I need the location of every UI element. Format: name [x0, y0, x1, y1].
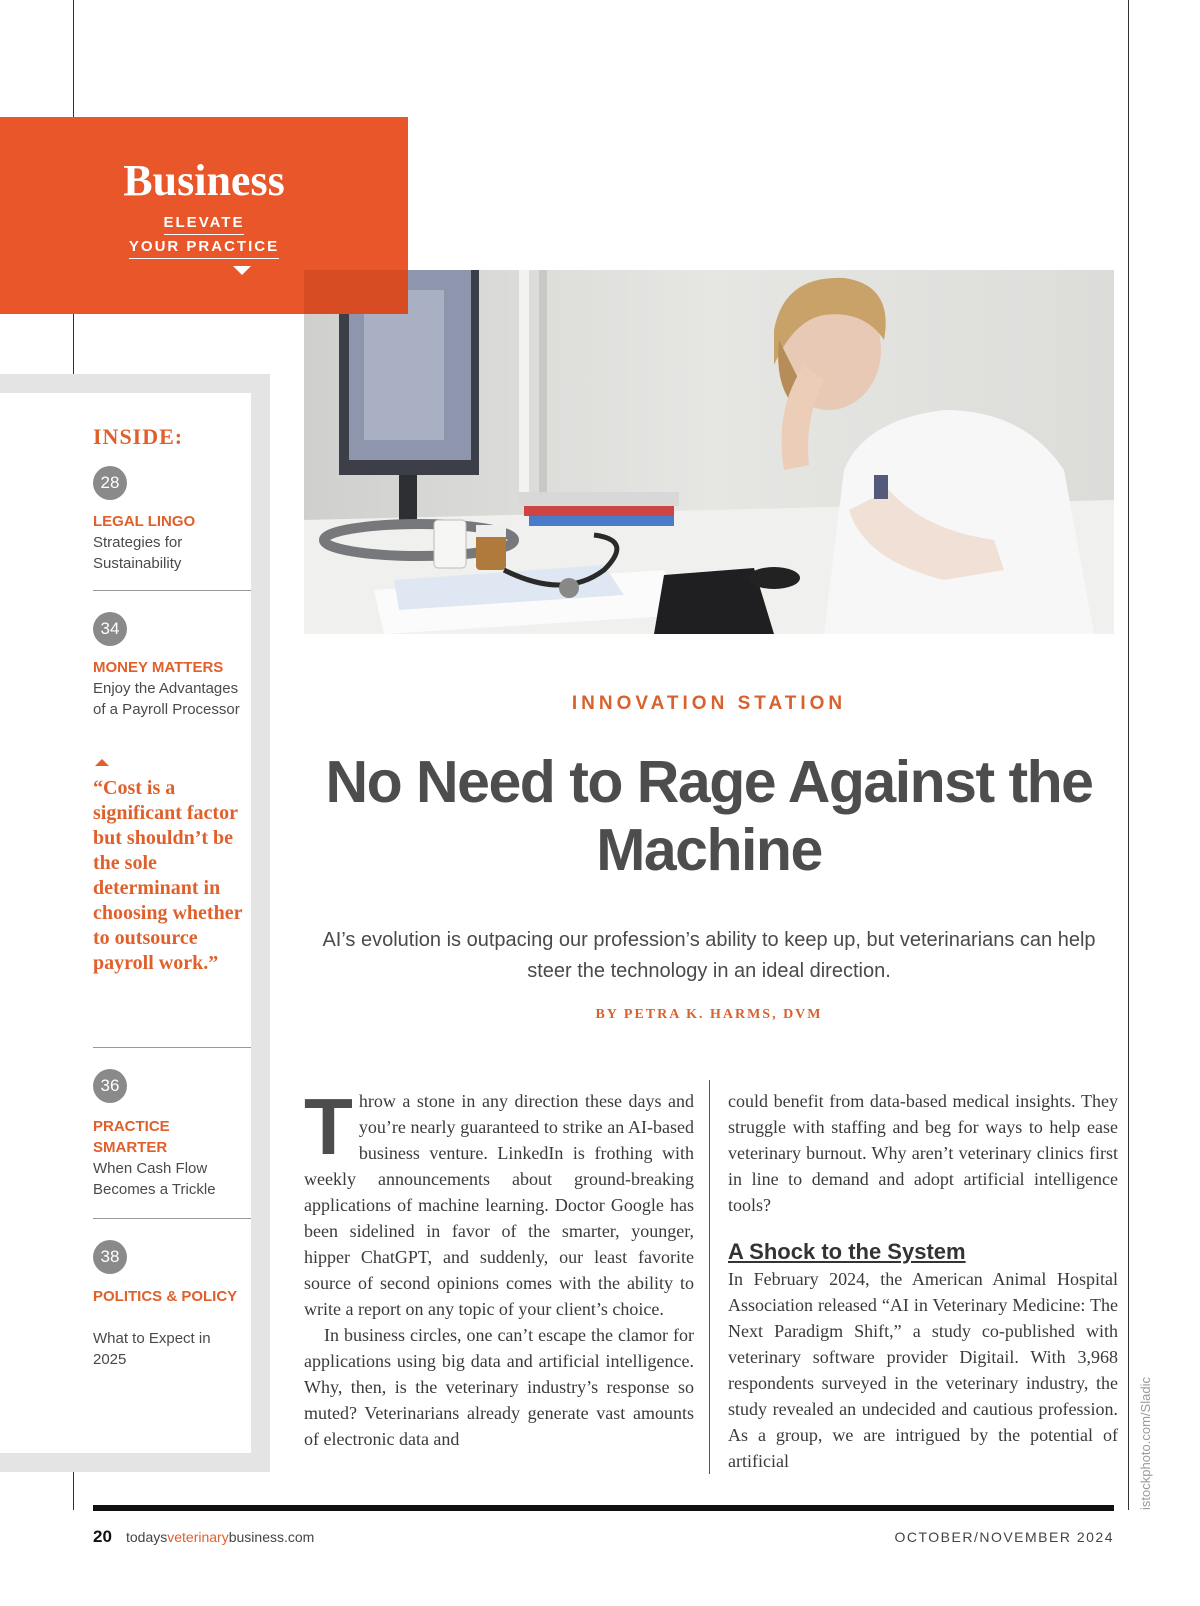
toc-divider — [93, 590, 251, 591]
toc-kicker[interactable]: LEGAL LINGO — [93, 513, 196, 530]
inside-label: INSIDE: — [93, 424, 184, 449]
toc-description: When Cash Flow Becomes a Trickle — [93, 1160, 216, 1198]
photo-illustration — [304, 270, 1114, 634]
site-suffix: business.com — [228, 1529, 315, 1545]
section-tagline-line2: YOUR PRACTICE — [129, 235, 279, 259]
quote-arrow-icon — [95, 759, 109, 766]
article-kicker: INNOVATION STATION — [571, 693, 847, 714]
chevron-down-icon — [233, 266, 251, 275]
section-tagline[interactable] — [0, 211, 408, 259]
toc-description: Strategies for Sustainability — [93, 534, 183, 572]
toc-page-badge: 38 — [93, 1240, 127, 1274]
page-margin-line-right — [1128, 0, 1129, 1510]
toc-page-badge: 28 — [93, 466, 127, 500]
site-accent: veterinary — [167, 1529, 229, 1545]
article-headline: No Need to Rage Against the Machine — [325, 749, 1093, 883]
column-divider — [709, 1080, 710, 1474]
toc-description: What to Expect in 2025 — [93, 1330, 211, 1368]
page-number: 20 — [93, 1527, 112, 1546]
article-dek: AI’s evolution is outpacing our profession’s ability to keep up, but veterinarians can help steer the technology in an ideal direction. — [322, 929, 1096, 982]
paragraph — [304, 1082, 694, 1322]
banner-photo-overlap — [304, 270, 408, 314]
drop-cap: T — [304, 1082, 353, 1171]
article-byline: BY PETRA K. HARMS, DVM — [595, 1007, 823, 1022]
article-photo — [304, 270, 1114, 634]
photo-credit: istockphoto.com/Sladic — [1138, 1377, 1153, 1510]
article-subhead: A Shock to the System — [728, 1239, 966, 1264]
toc-kicker[interactable]: PRACTICE SMARTER — [93, 1118, 170, 1156]
site-prefix: todays — [126, 1529, 168, 1545]
toc-kicker[interactable]: MONEY MATTERS — [93, 659, 224, 676]
toc-page-badge: 34 — [93, 612, 127, 646]
toc-divider — [93, 1218, 251, 1219]
footer-rule — [93, 1505, 1114, 1511]
toc-kicker[interactable]: POLITICS & POLICY — [93, 1288, 238, 1305]
pull-quote: “Cost is a significant factor but shouldn’t be the sole determinant in choosing whether to outsource payroll work.” — [93, 777, 243, 974]
paragraph: In business circles, one can’t escape the clamor for applications using big data and artificial intelligence. Why, then, is the veterinary industry’s response so muted? Veterinarians already generate vast amounts of electronic data and — [304, 1325, 694, 1449]
toc-page-badge: 36 — [93, 1069, 127, 1103]
paragraph-text: hrow a stone in any direction these days and you’re nearly guaranteed to strike an AI-based business venture. LinkedIn is frothing with weekly announcements about ground-breaking applications of machine learning. Doctor Google has been sidelined in favor of the smarter, younger, hipper ChatGPT, and suddenly, our least favorite source of second opinions comes with the ability to write a report on any topic of your client’s choice. — [304, 1091, 694, 1319]
issue-date: OCTOBER/NOVEMBER 2024 — [894, 1529, 1114, 1545]
toc-divider — [93, 1047, 251, 1048]
toc-description: Enjoy the Advantages of a Payroll Processor — [93, 680, 240, 718]
section-tagline-line1: ELEVATE — [164, 211, 245, 235]
site-url[interactable] — [126, 1529, 314, 1545]
article-column-1 — [304, 1082, 694, 1452]
section-title: Business — [123, 156, 285, 205]
paragraph: In February 2024, the American Animal Hospital Association released “AI in Veterinary Medicine: The Next Paradigm Shift,” a study co-published with veterinary software provider Digitail. With 3,968 respondents surveyed in the veterinary industry, the study revealed an undecided and cautious profession. As a group, we are intrigued by the potential of artificial — [728, 1269, 1118, 1471]
article-column-2 — [728, 1088, 1118, 1474]
paragraph: could benefit from data-based medical insights. They struggle with staffing and beg for ways to help ease veterinary burnout. Why aren’t veterinary clinics first in line to demand and adopt artificial intelligence tools? — [728, 1091, 1118, 1215]
